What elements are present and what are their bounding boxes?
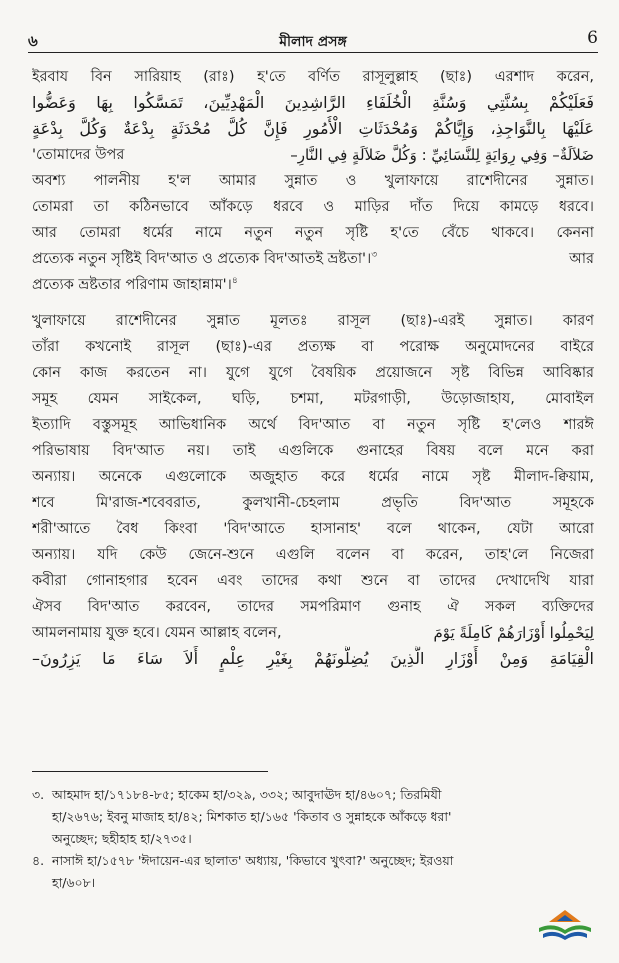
text-line: পরিভাষায় বিদ'আত নয়। তাই এগুলিকে গুনাহের বিষয় বলে মনে করা [32,443,594,459]
arabic-quran-line: الْقِيَامَةِ وَمِنْ أَوْزَارِ الَّذِينَ يُضِلُّونَهُمْ بِغَيْرِ عِلْمٍ أَلاَ سَاءَ مَا يَزِرُونَ– [32,649,594,668]
text-segment [32,246,377,272]
arabic-quran-inline: لِيَحْمِلُوا أَوْزَارَهُمْ كَامِلَةً يَوْمَ [433,624,594,642]
text-line: তোমরা তা কঠিনভাবে আঁকড়ে ধরবে ও মাড়ির দাঁত দিয়ে কামড়ে ধরবে। [32,199,594,215]
text-line [32,246,594,272]
arabic-hadith-line: عَلَيْهَا بِالنَّوَاجِذِ، وَإِيَّاكُمْ وَمُحْدَثَاتِ الْأُمُورِ فَإِنَّ كُلَّ مُحْدَثَةٍ بِدْعَةٌ وَكُلَّ بِدْعَةٍ [32,119,594,138]
text-line: আর তোমরা ধর্মের নামে নতুন নতুন সৃষ্টি হ'তে বেঁচে থাকবে। কেননা [32,225,594,241]
text-line: ইরবায বিন সারিয়াহ (রাঃ) হ'তে বর্ণিত রাসূলুল্লাহ (ছাঃ) এরশাদ করেন, [32,69,594,85]
footnote-ref-3[interactable]: ৩ [371,250,378,261]
text-line: ঐসব বিদ'আত করবেন, তাদের সমপরিমাণ গুনাহ ঐ সকল ব্যক্তিদের [32,599,594,615]
text-line: শরী'আতে বৈধ কিংবা 'বিদ'আতে হাসানাহ' বলে থাকেন, যেটা আরো [32,521,594,537]
text-line: সমূহ যেমন সাইকেল, ঘড়ি, চশমা, মটরগাড়ী, উড়োজাহায, মোবাইল [32,391,594,407]
text-line [32,272,594,298]
text-segment: আমলনামায় যুক্ত হবে। যেমন আল্লাহ বলেন, [32,625,282,641]
footnote-number: ৪. [32,853,45,868]
footnote-text: অনুচ্ছেদ; ছহীহাহ হা/২৭৩৫। [52,831,192,846]
footnote-text: হা/৬০৮। [52,875,96,890]
bengali-translation-start: 'তোমাদের উপর [32,147,125,163]
footnote-text: নাসাঈ হা/১৫৭৮ 'ঈদায়েন-এর ছালাত' অধ্যায়, 'কিভাবে খুৎবা?' অনুচ্ছেদ; ইরওয়া [52,853,454,868]
arabic-hadith-line: فَعَلَيْكُمْ بِسُنَّتِي وَسُنَّةِ الْخُلَفَاءِ الرَّاشِدِينَ الْمَهْدِيِّينَ، تَمَسَّكُوا بِهَا وَعَضُّوا [32,93,594,112]
footnote-3 [32,784,597,850]
text-line: তাঁরা কখনোই রাসূল (ছাঃ)-এর প্রত্যক্ষ বা পরোক্ষ অনুমোদনের বাইরে [32,339,594,355]
text-line: ইত্যাদি বস্তুসমূহ আভিধানিক অর্থে বিদ'আত বা নতুন সৃষ্টি হ'লেও শারঈ [32,417,594,433]
text-line: অন্যায়। যদি কেউ জেনে-শুনে এগুলি বলেন বা করেন, তাহ'লে নিজেরা [32,547,594,563]
footnote-text: হা/২৬৭৬; ইবনু মাজাহ হা/৪২; মিশকাত হা/১৬৫ 'কিতাব ও সুন্নাহকে আঁকড়ে ধরা' [52,809,452,824]
footnote-ref-4[interactable]: ৪ [231,276,238,287]
text-line: কবীরা গোনাহগার হবেন এবং তাদের কথা শুনে বা তাদের দেখাদেখি যারা [32,573,594,589]
text-line: অবশ্য পালনীয় হ'ল আমার সুন্নাত ও খুলাফায়ে রাশেদীনের সুন্নাত। [32,173,594,189]
arabic-hadith-inline: ضَلاَلَةٌ– وَفِي رِوَايَةٍ لِلنَّسَائِيِّ : وَكُلَّ ضَلاَلَةٍ فِي النَّارِ– [290,146,594,164]
running-title: মীলাদ প্রসঙ্গ [279,34,347,50]
text-segment: প্রত্যেক ভ্রষ্টতার পরিণাম জাহান্নাম'। [32,277,232,293]
footnotes [32,784,597,894]
text-line: শবে মি'রাজ-শবেবরাত, কুলখানী-চেহলাম প্রভৃতি বিদ'আত সমূহকে [32,495,594,511]
text-line: কোন কাজ করতেন না। যুগে যুগে বৈষয়িক প্রয়োজনে সৃষ্ট বিভিন্ন আবিষ্কার [32,365,594,381]
footnote-4 [32,850,597,894]
text-segment: প্রত্যেক নতুন সৃষ্টিই বিদ'আত ও প্রত্যেক বিদ'আতই ভ্রষ্টতা'। [32,251,372,267]
mixed-line [32,142,594,168]
footnote-divider [32,771,268,772]
mixed-line [32,620,594,646]
footnote-number: ৩. [32,787,45,802]
footnote-text: আহমাদ হা/১৭১৮৪-৮৫; হাকেম হা/৩২৯, ৩৩২; আবুদাঊদ হা/৪৬০৭; তিরমিযী [52,787,442,802]
text-line: খুলাফায়ে রাশেদীনের সুন্নাত মূলতঃ রাসূল (ছাঃ)-এরই সুন্নাত। কারণ [32,313,594,329]
text-segment: আর [569,251,594,267]
page-header [28,28,598,53]
page-number-bengali: ৬ [28,32,38,50]
text-line: অন্যায়। অনেকে এগুলোকে অজুহাত করে ধর্মের নামে সৃষ্ট মীলাদ-ক্বিয়াম, [32,469,594,485]
page-number-latin: 6 [587,28,598,48]
publisher-logo-icon [535,908,595,948]
main-text [32,64,594,672]
